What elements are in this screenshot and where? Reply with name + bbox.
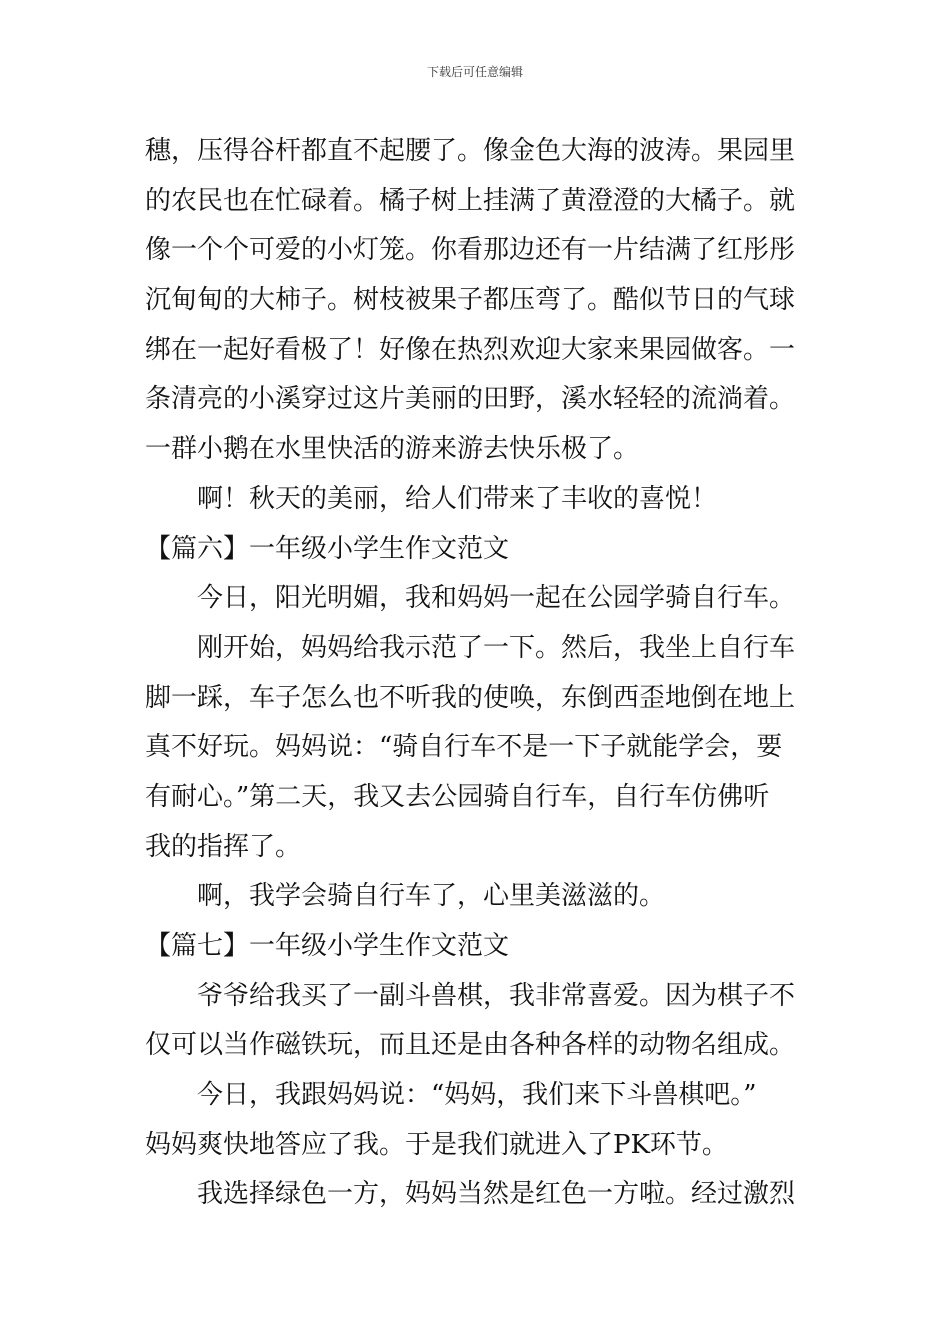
paragraph-first-line: 啊！秋天的美丽，给人们带来了丰收的喜悦！: [197, 483, 718, 514]
page-header: 下载后可任意编辑: [426, 65, 523, 79]
section-heading: 【篇七】一年级小学生作文范文: [145, 931, 510, 961]
text-line: 有耐心。”第二天，我又去公园骑自行车，自行车仿佛听: [145, 781, 770, 812]
text-line: 真不好玩。妈妈说：“骑自行车不是一下子就能学会，要: [145, 732, 783, 763]
paragraph-first-line: 啊，我学会骑自行车了，心里美滋滋的。: [197, 881, 666, 912]
text-line: 穗，压得谷杆都直不起腰了。像金色大海的波涛。果园里: [145, 136, 796, 166]
paragraph-first-line: 爷爷给我买了一副斗兽棋，我非常喜爱。因为棋子不: [197, 980, 796, 1011]
document-body: [145, 127, 810, 1220]
text-line: 像一个个可爱的小灯笼。你看那边还有一片结满了红彤彤: [145, 235, 796, 266]
text-line: 沉甸甸的大柿子。树枝被果子都压弯了。酷似节日的气球: [145, 285, 796, 316]
text-line: 脚一踩，车子怎么也不听我的使唤，东倒西歪地倒在地上: [145, 682, 796, 713]
text-line: 妈妈爽快地答应了我。于是我们就进入了PK环节。: [145, 1129, 728, 1160]
paragraph-first-line: 今日，我跟妈妈说：“妈妈，我们来下斗兽棋吧。”: [197, 1080, 757, 1111]
text-line: 仅可以当作磁铁玩，而且还是由各种各样的动物名组成。: [145, 1030, 796, 1061]
paragraph-first-line: 刚开始，妈妈给我示范了一下。然后，我坐上自行车: [197, 632, 796, 663]
section-heading: 【篇六】一年级小学生作文范文: [145, 533, 510, 564]
text-line: 我的指挥了。: [145, 831, 302, 862]
text-line: 的农民也在忙碌着。橘子树上挂满了黄澄澄的大橘子。就: [145, 185, 796, 216]
text-line: 一群小鹅在水里快活的游来游去快乐极了。: [145, 434, 640, 465]
text-line: 条清亮的小溪穿过这片美丽的田野，溪水轻轻的流淌着。: [145, 384, 796, 415]
text-line: 绑在一起好看极了！好像在热烈欢迎大家来果园做客。一: [145, 334, 796, 365]
paragraph-first-line: 今日，阳光明媚，我和妈妈一起在公园学骑自行车。: [197, 583, 796, 614]
paragraph-first-line: 我选择绿色一方，妈妈当然是红色一方啦。经过激烈: [197, 1179, 796, 1210]
